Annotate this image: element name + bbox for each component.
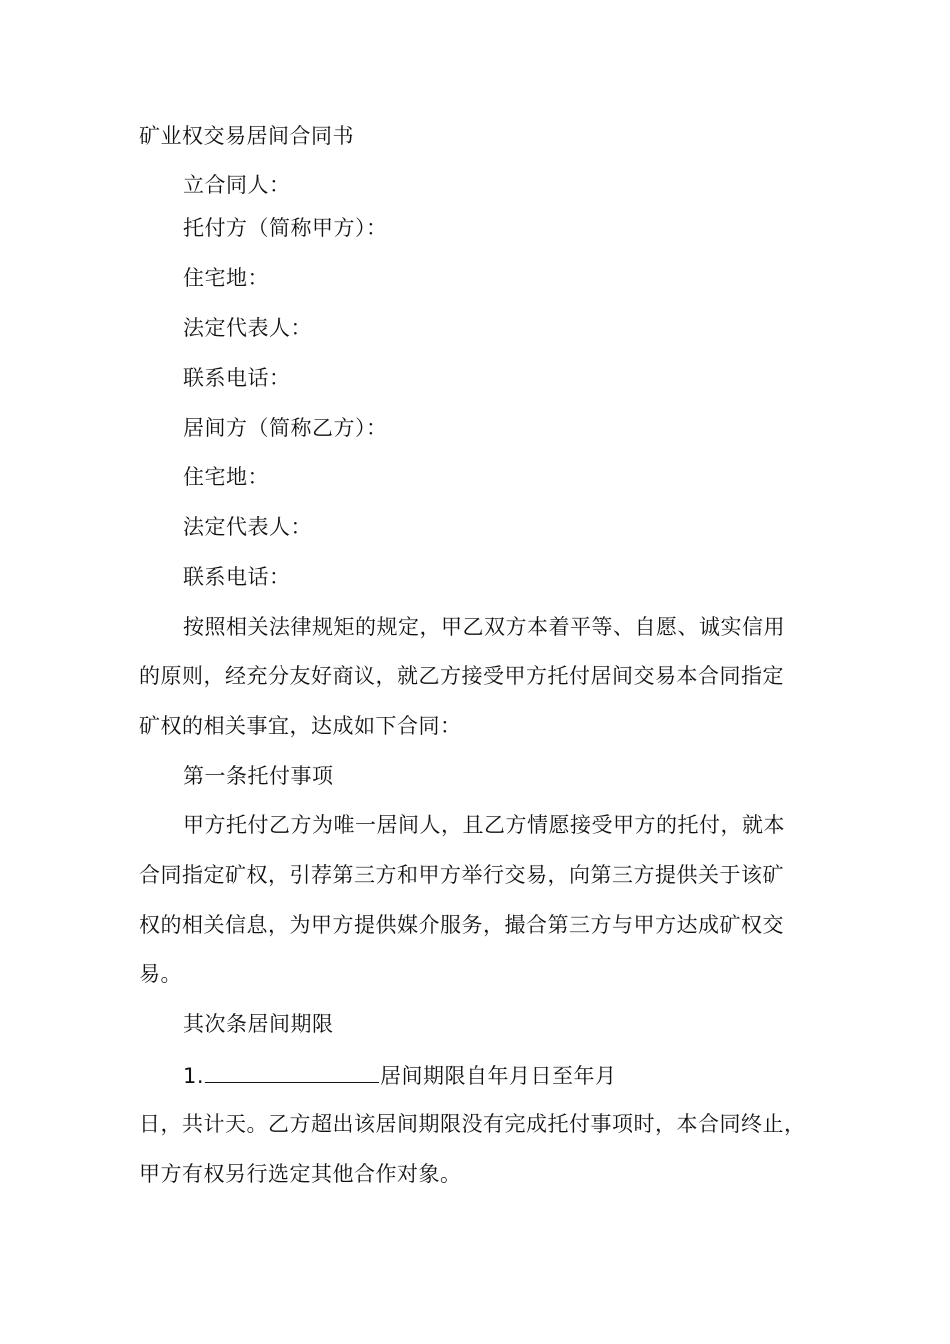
party-b-representative: 法定代表人： bbox=[183, 515, 312, 539]
article-2-item-1 bbox=[183, 1060, 617, 1090]
article-2-heading: 其次条居间期限 bbox=[183, 1012, 334, 1036]
party-a-phone: 联系电话： bbox=[183, 366, 291, 390]
article-2-line-3: 甲方有权另行选定其他合作对象。 bbox=[139, 1162, 462, 1186]
fill-in-blank bbox=[205, 1060, 379, 1083]
party-a-address: 住宅地： bbox=[183, 266, 269, 290]
party-a-representative: 法定代表人： bbox=[183, 316, 312, 340]
article-1-line-4: 易。 bbox=[139, 962, 182, 986]
article-1-line-1: 甲方托付乙方为唯一居间人，且乙方情愿接受甲方的托付，就本 bbox=[183, 813, 785, 837]
item-number: 1. bbox=[183, 1064, 205, 1088]
article-1-line-3: 权的相关信息，为甲方提供媒介服务，撮合第三方与甲方达成矿权交 bbox=[139, 913, 784, 937]
item-text: 居间期限自年月日至年月 bbox=[380, 1064, 617, 1088]
article-1-heading: 第一条托付事项 bbox=[183, 764, 334, 788]
preamble-line-3: 矿权的相关事宜，达成如下合同： bbox=[139, 714, 462, 738]
document-title: 矿业权交易居间合同书 bbox=[139, 124, 354, 148]
preamble-line-1: 按照相关法律规矩的规定，甲乙双方本着平等、自愿、诚实信用 bbox=[183, 615, 785, 639]
preamble-line-2: 的原则，经充分友好商议，就乙方接受甲方托付居间交易本合同指定 bbox=[139, 664, 784, 688]
party-a-label: 托付方（简称甲方）： bbox=[183, 216, 388, 240]
party-b-address: 住宅地： bbox=[183, 465, 269, 489]
article-2-line-2: 日，共计天。乙方超出该居间期限没有完成托付事项时，本合同终止， bbox=[139, 1112, 806, 1136]
party-b-phone: 联系电话： bbox=[183, 565, 291, 589]
party-b-label: 居间方（简称乙方）： bbox=[183, 416, 388, 440]
article-1-line-2: 合同指定矿权，引荐第三方和甲方举行交易，向第三方提供关于该矿 bbox=[139, 863, 784, 887]
parties-header: 立合同人： bbox=[183, 173, 291, 197]
